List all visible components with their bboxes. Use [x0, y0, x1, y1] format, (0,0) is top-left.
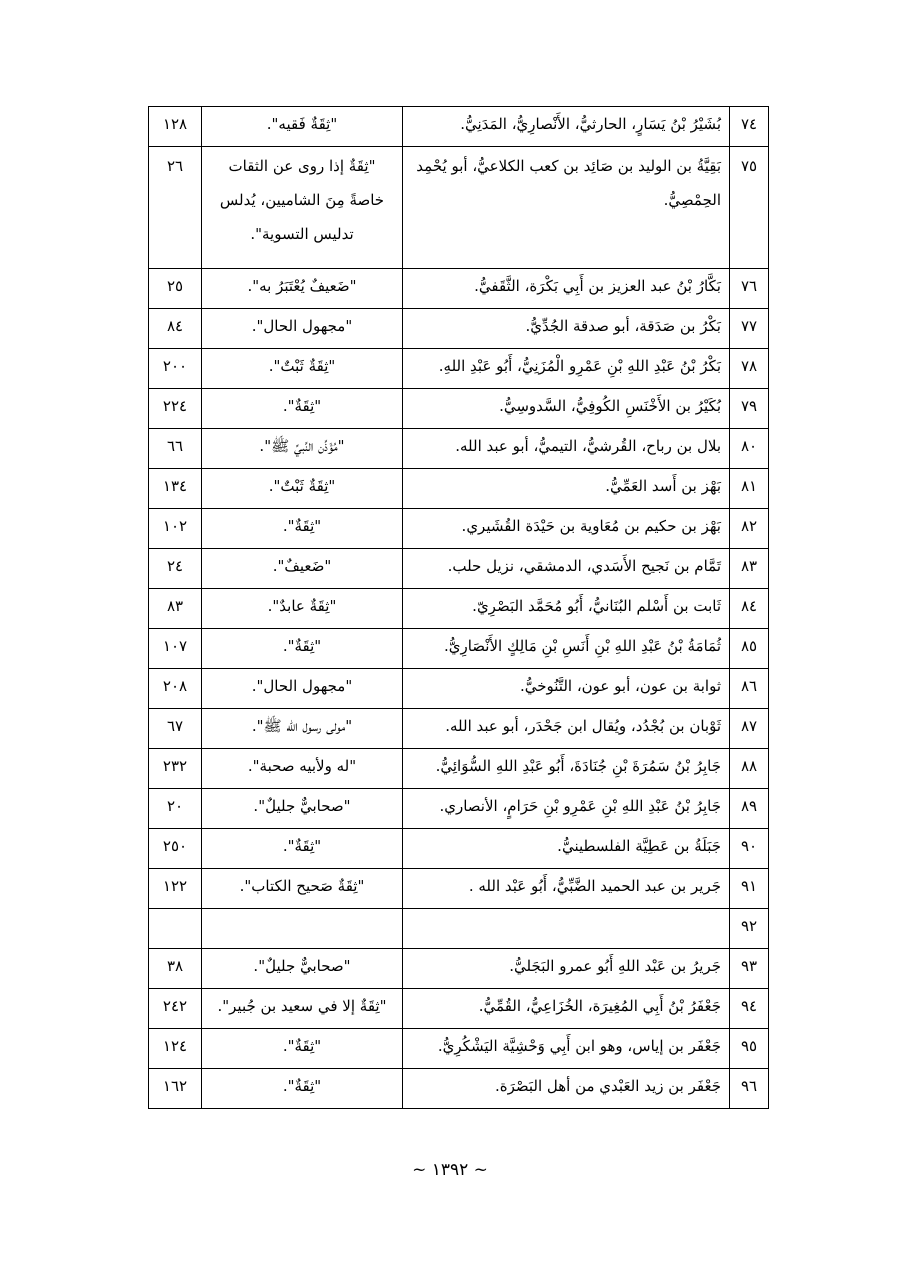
- narrator-name: تَمَّام بن نَجيح الأَسَدي، الدمشقي، نزيل حلب.: [403, 549, 730, 589]
- narrator-name: ثَوْبان بن بُجْدُد، ويُقال ابن جَحْدَر، أبو عبد الله.: [403, 709, 730, 749]
- narrator-name: ثوابة بن عون، أبو عون، التَّنُوخيُّ.: [403, 669, 730, 709]
- page-reference: ٢٠: [149, 789, 202, 829]
- narrator-name: ثَابت بن أَسْلم البُنَانيُّ، أَبُو مُحَمَّد البَصْرِيّ.: [403, 589, 730, 629]
- row-number: ٨١: [730, 469, 769, 509]
- narrator-grade: "ضَعيفٌ".: [202, 549, 403, 589]
- row-number: ٩١: [730, 869, 769, 909]
- narrator-grade: "ثِقَةٌ صَحيح الكتاب".: [202, 869, 403, 909]
- table-row: [149, 829, 769, 869]
- narrator-name: ثُمَامَةُ بْنُ عَبْدِ اللهِ بْنِ أَنَسِ بْنِ مَالِكٍ الأَنْصَارِيُّ.: [403, 629, 730, 669]
- table-row: [149, 107, 769, 147]
- narrator-grade: "مجهول الحال".: [202, 669, 403, 709]
- page-reference: ٢٠٨: [149, 669, 202, 709]
- table-row: [149, 709, 769, 749]
- narrator-grade: "ثِقَةٌ".: [202, 629, 403, 669]
- page-reference: ١٢٢: [149, 869, 202, 909]
- narrator-grade: "ثِقَةٌ ثَبْتٌ".: [202, 469, 403, 509]
- page-reference: ١٦٢: [149, 1069, 202, 1109]
- table-row: [149, 589, 769, 629]
- narrator-name: بَكَّارُ بْنُ عبد العزيز بن أَبِي بَكْرَة، الثَّقَفيُّ.: [403, 269, 730, 309]
- narrator-name: جَريرُ بن عَبْد اللهِ أَبُو عمرو البَجَليُّ.: [403, 949, 730, 989]
- narrator-grade: "ثِقَةٌ".: [202, 389, 403, 429]
- narrator-name: جَرير بن عبد الحميد الضَّبِّيُّ، أَبُو عَبْد الله .: [403, 869, 730, 909]
- page-reference: ٢٣٢: [149, 749, 202, 789]
- narrator-grade: "ثِقَةٌ".: [202, 1029, 403, 1069]
- table-row: [149, 909, 769, 949]
- narrator-grade: "ثِقَةٌ عابدٌ".: [202, 589, 403, 629]
- table-row: [149, 869, 769, 909]
- page-reference: ٨٤: [149, 309, 202, 349]
- row-number: ٧٩: [730, 389, 769, 429]
- narrator-grade: "ثِقَةٌ فَقيه".: [202, 107, 403, 147]
- page-reference: [149, 909, 202, 949]
- row-number: ٨٣: [730, 549, 769, 589]
- row-number: ٨٠: [730, 429, 769, 469]
- row-number: ٧٥: [730, 147, 769, 269]
- table-row: [149, 309, 769, 349]
- narrators-table: [148, 106, 769, 1109]
- narrator-grade: "مجهول الحال".: [202, 309, 403, 349]
- page-reference: ٢٠٠: [149, 349, 202, 389]
- row-number: ٩٤: [730, 989, 769, 1029]
- narrator-name: بُكَيْرُ بن الأَخْنَسِ الكُوفِيُّ، السَّدوسِيُّ.: [403, 389, 730, 429]
- narrator-name: جَعْفَر بن إياس، وهو ابن أَبِي وَحْشِيَّة اليَشْكُرِيُّ.: [403, 1029, 730, 1069]
- page-reference: ١٢٤: [149, 1029, 202, 1069]
- narrator-grade: "ثِقَةٌ إلا في سعيد بن جُبير".: [202, 989, 403, 1029]
- row-number: ٩٠: [730, 829, 769, 869]
- table-row: [149, 269, 769, 309]
- narrator-name: بَقِيَّةُ بن الوليد بن صَائِد بن كعب الكلاعيُّ، أبو يُحْمِد الحِمْصِيُّ.: [403, 147, 730, 269]
- table-row: [149, 669, 769, 709]
- table-body: [149, 107, 769, 1109]
- row-number: ٨٥: [730, 629, 769, 669]
- narrator-grade: [202, 909, 403, 949]
- row-number: ٨٢: [730, 509, 769, 549]
- row-number: ٨٨: [730, 749, 769, 789]
- page-reference: ٨٣: [149, 589, 202, 629]
- page-reference: ١٣٤: [149, 469, 202, 509]
- table-row: [149, 469, 769, 509]
- table-row: [149, 349, 769, 389]
- row-number: ٨٦: [730, 669, 769, 709]
- narrator-name: جَابِرُ بْنُ عَبْدِ اللهِ بْنِ عَمْرِو بْنِ حَرَامٍ، الأنصاري.: [403, 789, 730, 829]
- narrator-name: جَعْفَر بن زيد العَبْدي من أهل البَصْرَة.: [403, 1069, 730, 1109]
- row-number: ٨٧: [730, 709, 769, 749]
- narrator-grade: "مُؤَذِّن النَّبيِّ ﷺ".: [202, 429, 403, 469]
- narrator-grade: "ثِقَةٌ ثَبْتٌ".: [202, 349, 403, 389]
- narrator-name: بَكْرُ بن صَدَقة، أبو صدقة الجُدِّيُّ.: [403, 309, 730, 349]
- table-row: [149, 1029, 769, 1069]
- narrator-name: [403, 909, 730, 949]
- narrator-grade: "له ولأبيه صحبة".: [202, 749, 403, 789]
- table-row: [149, 749, 769, 789]
- narrator-name: جَعْفَرُ بْنُ أَبِي المُغِيرَة، الخُزَاعِيُّ، القُمِّيُّ.: [403, 989, 730, 1029]
- narrator-grade: "مولى رسول الله ﷺ".: [202, 709, 403, 749]
- page-reference: ١٢٨: [149, 107, 202, 147]
- row-number: ٧٦: [730, 269, 769, 309]
- row-number: ٨٩: [730, 789, 769, 829]
- row-number: ٩٢: [730, 909, 769, 949]
- row-number: ٩٣: [730, 949, 769, 989]
- row-number: ٧٧: [730, 309, 769, 349]
- narrator-name: بُشَيْرُ بْنُ يَسَارٍ، الحارثيُّ، الأَنْصارِيُّ، المَدَنِيُّ.: [403, 107, 730, 147]
- page-reference: ٣٨: [149, 949, 202, 989]
- page-reference: ١٠٧: [149, 629, 202, 669]
- narrator-name: بلال بن رباح، القُرشيُّ، التيميُّ، أبو عبد الله.: [403, 429, 730, 469]
- page-reference: ٢٤٢: [149, 989, 202, 1029]
- page-reference: ٦٧: [149, 709, 202, 749]
- row-number: ٩٥: [730, 1029, 769, 1069]
- table-row: [149, 789, 769, 829]
- narrator-grade: "صحابيٌّ جليلٌ".: [202, 949, 403, 989]
- narrators-table-container: [148, 106, 758, 1109]
- page-number: ~ ١٣٩٢ ~: [412, 1160, 488, 1180]
- narrator-grade: "ثِقَةٌ إذا روى عن الثقات خاصةً مِنَ الشاميين، يُدلس تدليس التسوية".: [202, 147, 403, 269]
- page-reference: ٢٥٠: [149, 829, 202, 869]
- row-number: ٧٨: [730, 349, 769, 389]
- narrator-name: جَابِرُ بْنُ سَمُرَةَ بْنِ جُنَادَةَ، أَبُو عَبْدِ اللهِ السُّوَائِيُّ.: [403, 749, 730, 789]
- page-reference: ٦٦: [149, 429, 202, 469]
- narrator-name: بَهْز بن أَسد العَمِّيُّ.: [403, 469, 730, 509]
- table-row: [149, 549, 769, 589]
- narrator-name: بَكْرُ بْنُ عَبْدِ اللهِ بْنِ عَمْرِو الْمُزَنِيُّ، أَبُو عَبْدِ اللهِ.: [403, 349, 730, 389]
- row-number: ٧٤: [730, 107, 769, 147]
- table-row: [149, 509, 769, 549]
- table-row: [149, 389, 769, 429]
- narrator-name: جَبَلَةُ بن عَطِيَّة الفلسطينيُّ.: [403, 829, 730, 869]
- narrator-grade: "صحابيٌّ جليلٌ".: [202, 789, 403, 829]
- page-reference: ٢٤: [149, 549, 202, 589]
- page-reference: ٢٥: [149, 269, 202, 309]
- narrator-grade: "ثِقَةٌ".: [202, 829, 403, 869]
- row-number: ٨٤: [730, 589, 769, 629]
- page-reference: ٢٢٤: [149, 389, 202, 429]
- table-row: [149, 989, 769, 1029]
- table-row: [149, 147, 769, 269]
- table-row: [149, 949, 769, 989]
- row-number: ٩٦: [730, 1069, 769, 1109]
- page-reference: ٢٦: [149, 147, 202, 269]
- page-reference: ١٠٢: [149, 509, 202, 549]
- table-row: [149, 429, 769, 469]
- table-row: [149, 1069, 769, 1109]
- narrator-grade: "ثِقَةٌ".: [202, 1069, 403, 1109]
- table-row: [149, 629, 769, 669]
- narrator-name: بَهْز بن حكيم بن مُعَاوية بن حَيْدَة القُشَيري.: [403, 509, 730, 549]
- narrator-grade: "ضَعيفٌ يُعْتَبَرُ به".: [202, 269, 403, 309]
- narrator-grade: "ثِقَةٌ".: [202, 509, 403, 549]
